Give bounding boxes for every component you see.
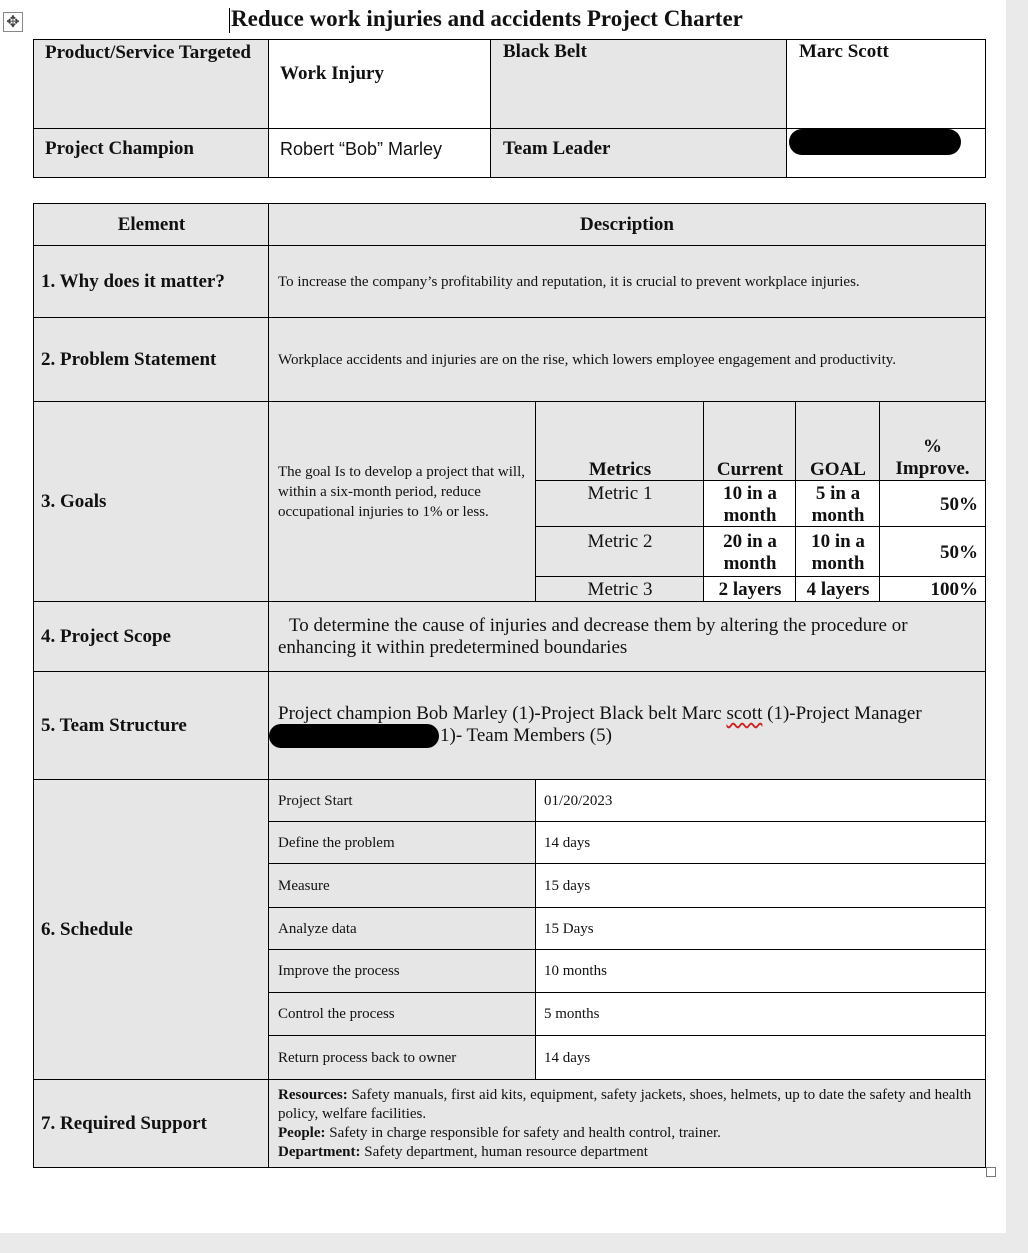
champion-label: Project Champion — [45, 138, 194, 159]
schedule-duration-cell[interactable] — [535, 907, 986, 951]
metric-goal: 4 layers — [806, 579, 870, 600]
schedule-task-cell[interactable] — [268, 821, 537, 865]
team-leader-label: Team Leader — [503, 138, 611, 159]
support-resources: Resources: Safety manuals, first aid kits, equipment, safety jackets, shoes, helmets, up to date the safety and health policy, welfare facilities. — [278, 1087, 972, 1122]
schedule-task: Analyze data — [278, 920, 357, 937]
table-move-handle-icon[interactable]: ✥ — [3, 12, 23, 32]
why-description: To increase the company’s profitability and reputation, it is crucial to prevent workplace injuries. — [278, 274, 860, 290]
champion-value-cell[interactable] — [268, 128, 492, 178]
schedule-duration-cell[interactable] — [535, 949, 986, 994]
metric-name: Metric 1 — [587, 483, 653, 504]
black-belt-value-cell[interactable] — [786, 39, 986, 130]
element-header-label: Element — [117, 214, 186, 235]
schedule-task: Return process back to owner — [278, 1049, 457, 1066]
metric-name-cell[interactable] — [535, 526, 705, 578]
black-belt-value: Marc Scott — [799, 41, 889, 62]
goal-header-label: GOAL — [810, 459, 866, 480]
metric-improve: 100% — [930, 579, 978, 600]
page-edge — [1006, 0, 1028, 1253]
problem-description-cell[interactable] — [268, 317, 986, 403]
champion-label-cell[interactable] — [33, 128, 270, 178]
improve-header-label: Improve. — [895, 458, 970, 479]
champion-value: Robert “Bob” Marley — [280, 139, 443, 159]
why-label-cell[interactable] — [33, 245, 270, 319]
schedule-label-cell[interactable] — [33, 779, 270, 1081]
metric-improve-cell[interactable] — [879, 526, 986, 578]
redaction-mark — [269, 724, 439, 748]
team-description-line-2: 1)- Team Members (5) — [440, 725, 612, 746]
metric-goal-cell[interactable] — [795, 480, 881, 528]
metric-goal-cell[interactable] — [795, 576, 881, 603]
team-description-cell[interactable] — [268, 671, 986, 781]
description-header — [268, 203, 986, 247]
schedule-duration: 14 days — [544, 834, 591, 851]
schedule-task-cell[interactable] — [268, 949, 537, 994]
schedule-task-cell[interactable] — [268, 1035, 537, 1081]
goals-description: The goal Is to develop a project that will, within a six-month period, reduce occupational injuries to 1% or less. — [278, 464, 526, 520]
schedule-duration-cell[interactable] — [535, 863, 986, 909]
support-label: 7. Required Support — [41, 1112, 207, 1134]
schedule-task: Control the process — [278, 1006, 395, 1022]
schedule-duration-cell[interactable] — [535, 821, 986, 865]
metric-goal-cell[interactable] — [795, 526, 881, 578]
metric-name-cell[interactable] — [535, 576, 705, 603]
schedule-duration: 10 months — [544, 963, 607, 979]
team-leader-label-cell[interactable] — [490, 128, 788, 178]
problem-label-cell[interactable] — [33, 317, 270, 403]
description-header-label: Description — [580, 214, 674, 235]
schedule-duration-cell[interactable] — [535, 1035, 986, 1081]
scope-label-cell[interactable] — [33, 601, 270, 673]
metric-improve: 50% — [940, 542, 978, 563]
scope-description: To determine the cause of injuries and decrease them by altering the procedure or enhancing it within predetermined boundaries — [278, 615, 908, 658]
metric-goal: 5 in a month — [811, 483, 865, 526]
black-belt-label: Black Belt — [503, 41, 587, 62]
scope-description-cell[interactable] — [268, 601, 986, 673]
schedule-duration: 15 days — [544, 877, 591, 894]
schedule-duration-cell[interactable] — [535, 779, 986, 823]
improve-header — [879, 401, 986, 482]
document-title[interactable]: Reduce work injuries and accidents Project Charter — [231, 6, 743, 31]
schedule-duration-cell[interactable] — [535, 992, 986, 1037]
schedule-task: Project Start — [278, 792, 353, 809]
support-description-cell[interactable] — [268, 1079, 986, 1168]
metric-current: 10 in a month — [723, 483, 777, 526]
why-description-cell[interactable] — [268, 245, 986, 319]
current-header — [703, 401, 797, 482]
page-edge — [0, 1233, 1028, 1253]
improve-header-pct: % — [923, 436, 942, 457]
team-label: 5. Team Structure — [41, 715, 187, 736]
product-value-cell[interactable] — [268, 39, 492, 130]
metric-improve: 50% — [940, 494, 978, 515]
metric-name: Metric 3 — [587, 579, 653, 600]
goals-label: 3. Goals — [41, 491, 107, 512]
goal-header — [795, 401, 881, 482]
metric-name: Metric 2 — [587, 531, 653, 552]
schedule-duration: 14 days — [544, 1049, 591, 1066]
text-cursor — [229, 8, 230, 33]
why-label: 1. Why does it matter? — [41, 271, 225, 292]
metric-improve-cell[interactable] — [879, 480, 986, 528]
current-header-label: Current — [716, 459, 784, 480]
support-label-cell[interactable] — [33, 1079, 270, 1168]
schedule-task-cell[interactable] — [268, 907, 537, 951]
metrics-header-label: Metrics — [588, 459, 652, 480]
metric-name-cell[interactable] — [535, 480, 705, 528]
metric-goal: 10 in a month — [811, 531, 865, 574]
black-belt-label-cell[interactable] — [490, 39, 788, 130]
metric-current-cell[interactable] — [703, 576, 797, 603]
metric-current-cell[interactable] — [703, 526, 797, 578]
support-people: People: Safety in charge responsible for safety and health control, trainer. — [278, 1125, 721, 1141]
redaction-mark — [789, 129, 961, 155]
scope-label: 4. Project Scope — [41, 626, 171, 647]
table-resize-handle[interactable] — [986, 1167, 996, 1177]
schedule-duration: 15 Days — [544, 920, 594, 937]
metric-current: 20 in a month — [723, 531, 777, 574]
schedule-task: Measure — [278, 877, 330, 894]
schedule-task: Define the problem — [278, 834, 395, 851]
problem-label: 2. Problem Statement — [41, 349, 217, 370]
schedule-task: Improve the process — [278, 963, 400, 979]
metric-current: 2 layers — [718, 579, 782, 600]
misspelled-word[interactable]: scott — [726, 703, 763, 724]
team-label-cell[interactable] — [33, 671, 270, 781]
team-leader-value-cell[interactable] — [786, 128, 986, 178]
schedule-task-cell[interactable] — [268, 863, 537, 909]
support-department: Department: Safety department, human resource department — [278, 1144, 648, 1160]
goals-label-cell[interactable] — [33, 401, 270, 603]
product-value: Work Injury — [280, 63, 384, 84]
goals-description-cell[interactable] — [268, 401, 537, 603]
team-description-line-1: Project champion Bob Marley (1)-Project Black belt Marc scott (1)-Project Manager — [278, 703, 922, 724]
product-label-cell[interactable] — [33, 39, 270, 130]
metric-improve-cell[interactable] — [879, 576, 986, 603]
schedule-label: 6. Schedule — [41, 919, 133, 940]
metrics-header — [535, 401, 705, 482]
product-label: Product/Service Targeted — [45, 42, 251, 63]
problem-description: Workplace accidents and injuries are on the rise, which lowers employee engagement and productivity. — [278, 352, 897, 368]
schedule-task-cell[interactable] — [268, 992, 537, 1037]
metric-current-cell[interactable] — [703, 480, 797, 528]
schedule-duration: 5 months — [544, 1006, 600, 1022]
schedule-task-cell[interactable] — [268, 779, 537, 823]
schedule-duration: 01/20/2023 — [544, 792, 613, 809]
element-header — [33, 203, 270, 247]
